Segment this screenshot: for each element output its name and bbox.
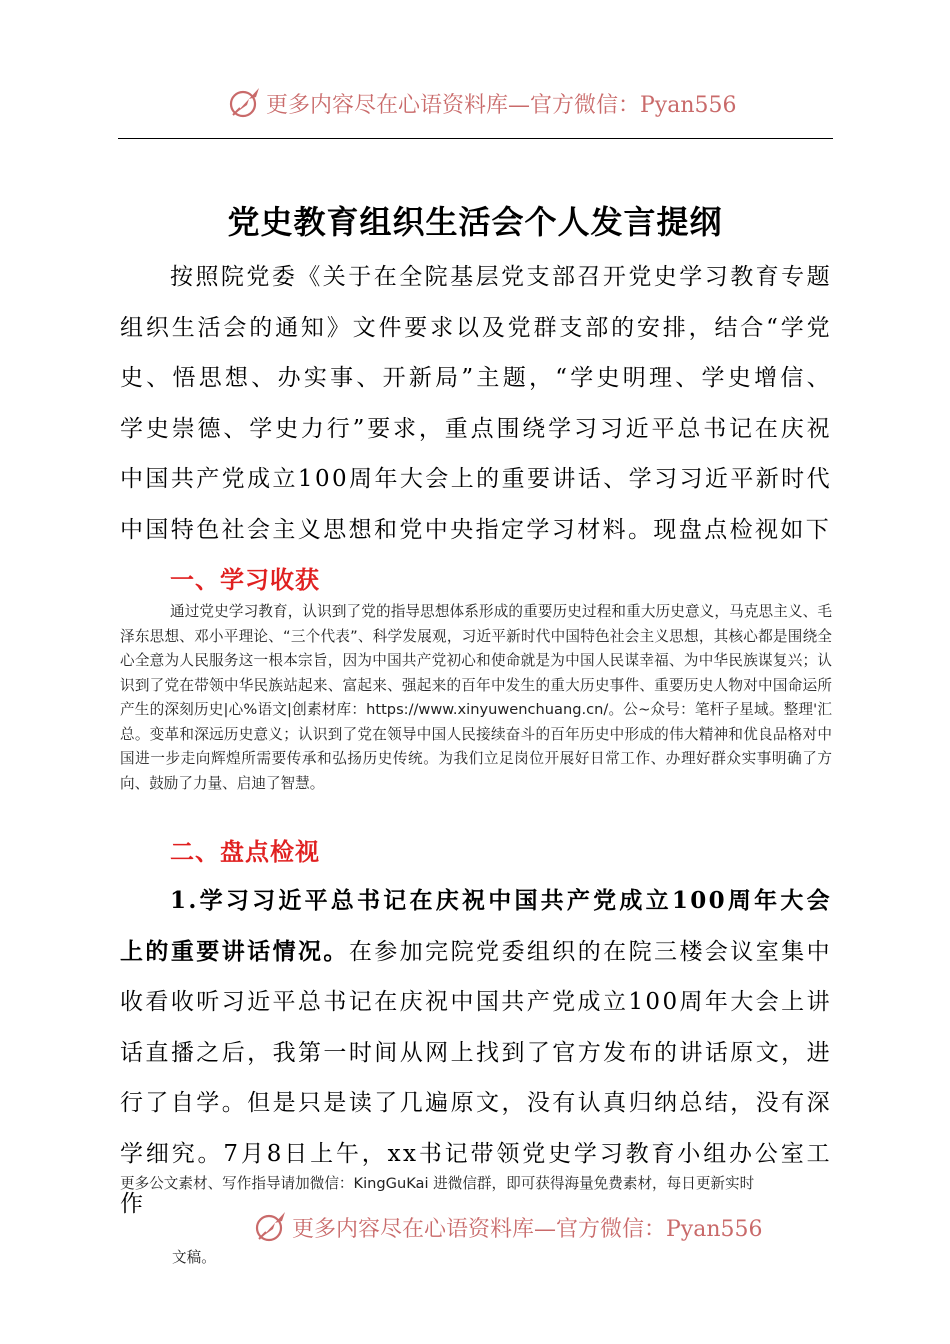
review-item-1-body: 在参加完院党委组织的在院三楼会议室集中收看收听习近平总书记在庆祝中国共产党成立100周年大会上讲话直播之后，我第一时间从网上找到了官方发布的讲话原文，进行了自学。但是只是读了几遍原文，没有认真归纳总结，没有深学细究。7月8日上午，xx书记带领党史学习教育小组办公室工作 — [120, 938, 832, 1217]
footer-note-line2: 文稿。 — [172, 1249, 216, 1266]
intro-paragraph: 按照院党委《关于在全院基层党支部召开党史学习教育专题组织生活会的通知》文件要求以及党群支部的安排，结合“学党史、悟思想、办实事、开新局”主题，“学史明理、学史增信、学史崇德、学史力行”要求，重点围绕学习习近平总书记在庆祝中国共产党成立100周年大会上的重要讲话、学习习近平新时代中国特色社会主义思想和党中央指定学习材料。现盘点检视如下 — [120, 264, 832, 543]
header-watermark — [0, 82, 950, 122]
learning-gains-paragraph: 通过党史学习教育，认识到了党的指导思想体系形成的重要历史过程和重大历史意义，马克思主义、毛泽东思想、邓小平理论、“三个代表”、科学发展观，习近平新时代中国特色社会主义思想，其核心都是围绕全心全意为人民服务这一根本宗旨，因为中国共产党初心和使命就是为中国人民谋幸福、为中华民族谋复兴；认识到了党在带领中华民族站起来、富起来、强起来的百年中发生的重大历史事件、重要历史人物对中国命运所产生的深刻历史|心%语文|创素材库：https://www.xinyuwenchuang.cn/。公~众号：笔杆子星域。整理'汇总。变革和深远历史意义；认识到了党在领导中国人民接续奋斗的百年历史中形成的伟大精神和优良品格对中国进一步走向辉煌所需要传承和弘扬历史传统。为我们立足岗位开展好日常工作、办理好群众实事明确了方向、鼓励了力量、启迪了智慧。 — [120, 603, 832, 792]
footer-note-line1: 更多公文素材、写作指导请加微信：KingGuKai 进微信群，即可获得海量免费素材，每日更新实时 — [120, 1175, 755, 1192]
header-divider — [118, 138, 833, 139]
quill-logo-icon — [254, 1209, 288, 1243]
section-heading-learning-gains: 一、学习收获 — [170, 566, 320, 594]
footer-watermark — [0, 1206, 950, 1246]
section-heading-review: 二、盘点检视 — [170, 838, 320, 866]
document-title: 党史教育组织生活会个人发言提纲 — [227, 203, 723, 242]
watermark-text: 更多内容尽在心语资料库—官方微信：Pyan556 — [292, 1217, 763, 1242]
watermark-text: 更多内容尽在心语资料库—官方微信：Pyan556 — [266, 93, 737, 118]
quill-logo-icon — [228, 85, 262, 119]
review-item-1-title: 1.学习习近平总书记在庆祝中国共产党成立100周年大会上的重要讲话情况。 — [120, 887, 832, 965]
